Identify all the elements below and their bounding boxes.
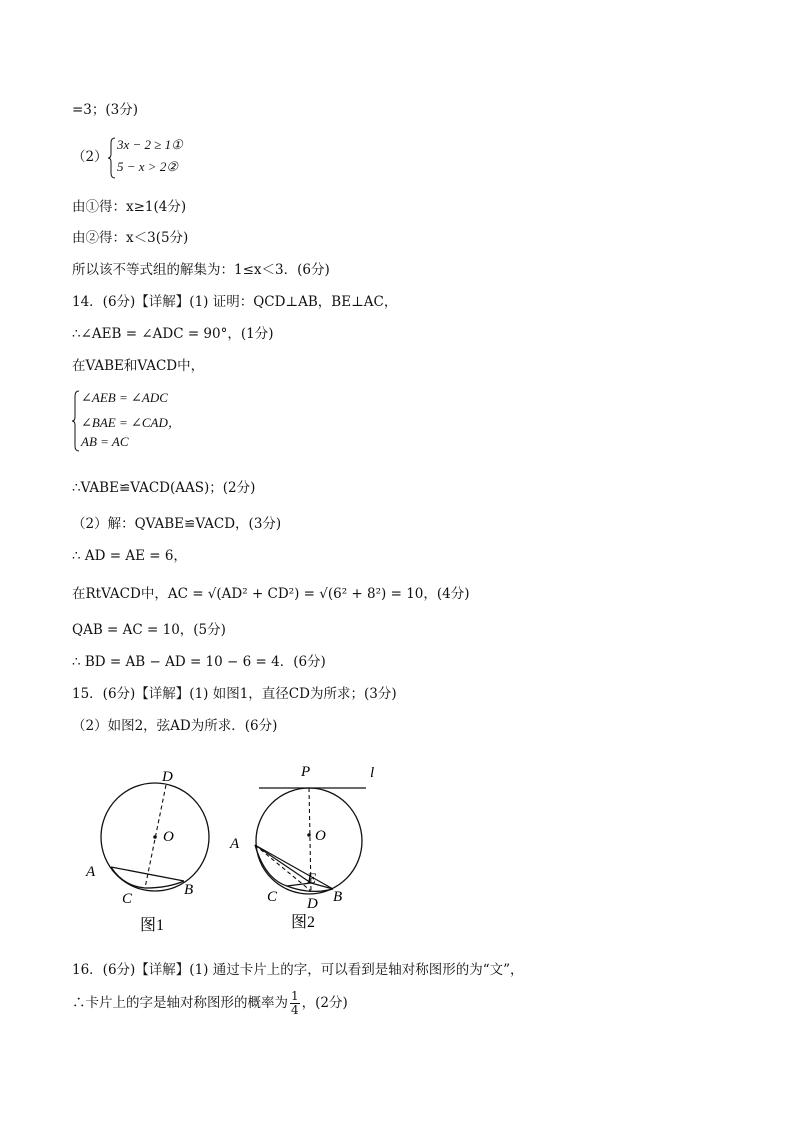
system-row: ∠AEB = ∠ADC <box>81 390 168 405</box>
label-a: A <box>230 836 240 852</box>
text-line: ∴ BD = AB − AD = 10 − 6 = 4．(6分) <box>72 654 326 670</box>
text-line: 16．(6分)【详解】(1) 通过卡片上的字，可以看到是轴对称图形的为“文”， <box>72 962 524 978</box>
text-line: 15．(6分)【详解】(1) 如图1，直径CD为所求；(3分) <box>72 686 397 702</box>
congruence-system <box>72 390 232 456</box>
fraction <box>290 990 300 1017</box>
figure-caption: 图1 <box>140 917 165 934</box>
label-l: l <box>370 765 375 781</box>
inequality-system <box>108 137 228 181</box>
text-line: 14．(6分)【详解】(1) 证明：QCD⊥AB，BE⊥AC， <box>72 294 398 310</box>
text-line: （2）解：QVABE≌VACD，(3分) <box>72 516 282 532</box>
system-row: AB = AC <box>81 434 129 449</box>
text-line: QAB = AC = 10，(5分) <box>72 622 226 638</box>
label-p: P <box>301 764 311 780</box>
text-line: （2）如图2，弦AD为所求．(6分) <box>72 718 278 734</box>
label-b: B <box>333 889 343 905</box>
fraction-denominator: 4 <box>291 1003 299 1017</box>
brace-icon <box>72 390 80 452</box>
text-line: 由①得：x≥1(4分) <box>72 199 187 215</box>
figure-caption: 图2 <box>291 914 316 931</box>
text-line: ∴VABE≌VACD(AAS)；(2分) <box>72 480 256 496</box>
text-line: ∴ AD = AE = 6， <box>72 548 187 564</box>
center-point <box>307 833 311 837</box>
label-c: C <box>267 889 278 905</box>
brace-icon <box>108 137 116 179</box>
fraction-numerator: 1 <box>291 989 299 1003</box>
text-line: 由②得：x＜3(5分) <box>72 230 189 246</box>
segment-ab <box>255 845 333 889</box>
text-line: 在VABE和VACD中， <box>72 358 205 374</box>
label-b: B <box>184 882 194 898</box>
label-a: A <box>86 864 96 880</box>
system-row: 3x − 2 ≥ 1① <box>117 137 183 152</box>
text-fragment: ∴卡片上的字是轴对称图形的概率为 <box>72 995 288 1011</box>
probability-line <box>72 990 348 1017</box>
text-fragment: ，(2分) <box>301 995 348 1011</box>
system-row: ∠BAE = ∠CAD， <box>81 415 181 430</box>
center-point <box>153 835 157 839</box>
system-row: 5 − x > 2② <box>117 159 178 174</box>
text-line: 所以该不等式组的解集为：1≤x＜3．(6分) <box>72 262 330 278</box>
text-line-label: （2） <box>72 149 108 165</box>
label-o: O <box>315 828 326 844</box>
text-line: 在RtVACD中，AC = √(AD² + CD²) = √(6² + 8²) = 10，(4分) <box>72 586 470 602</box>
text-line: ∴∠AEB = ∠ADC = 90°，(1分) <box>72 326 274 342</box>
label-d: D <box>162 769 173 785</box>
figure-2 <box>225 755 395 940</box>
label-c: C <box>122 891 133 907</box>
label-o: O <box>163 829 174 845</box>
segment-ae <box>255 845 311 883</box>
label-e: E <box>307 871 317 887</box>
label-d: D <box>307 896 318 912</box>
text-line: =3；(3分) <box>72 102 139 118</box>
figure-1 <box>78 760 228 940</box>
